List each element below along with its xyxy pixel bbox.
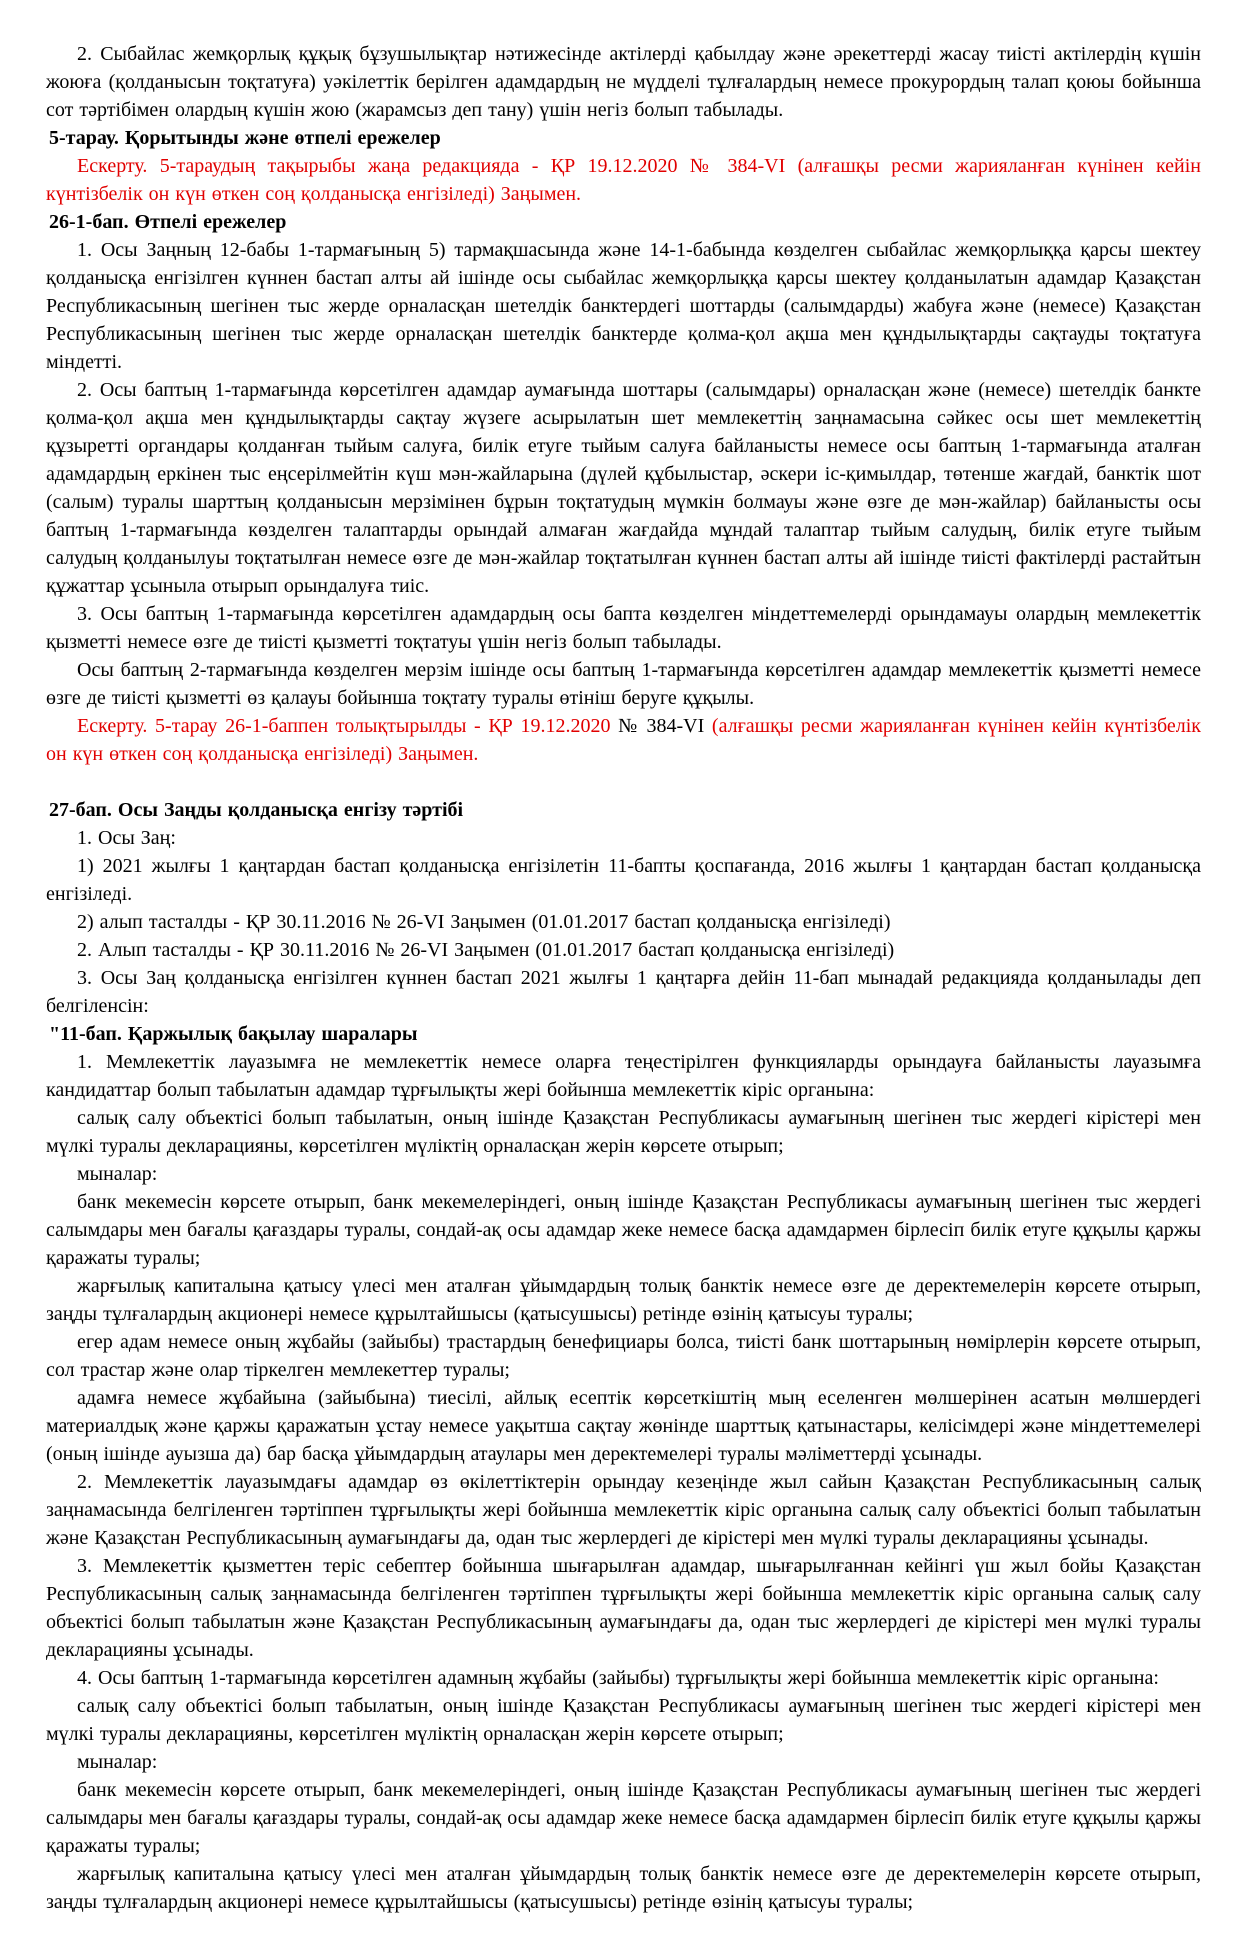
text-segment: адамға немесе жұбайына (зайыбына) тиесілі, айлық есептік көрсеткіштің мың еселенген мөлшерінен асатын мөлшердегі материалдық және қаржы қаражатын ұстау немесе уақытша сақтау жөнінде шарттық қатынастары, келісімдері және міндеттемелері (оның ішінде ауызша да) бар басқа ұйымдардың атаулары мен деректемелері туралы мәліметтерді ұсынады. xyxy=(46,1387,1201,1465)
section-heading xyxy=(46,208,1201,236)
text-segment: 1) 2021 жылғы 1 қаңтардан бастап қолданысқа енгізілетін 11-бапты қоспағанда, 2016 жылғы 1 қаңтардан бастап қолданысқа енгізіледі. xyxy=(46,855,1201,905)
section-heading xyxy=(46,796,1201,824)
paragraph xyxy=(46,852,1201,908)
text-segment: 2. Алып тасталды - ҚР 30.11.2016 № 26-VI Заңымен (01.01.2017 бастап қолданысқа енгізіледі) xyxy=(77,939,895,961)
paragraph xyxy=(46,40,1201,124)
text-segment: 1. Мемлекеттік лауазымға не мемлекеттік немесе оларға теңестірілген функцияларды орындауға байланысты лауазымға кандидаттар болып табылатын адамдар тұрғылықты жері бойынша мемлекеттік кіріс органына: xyxy=(46,1051,1201,1101)
text-segment: 27-бап. Осы Заңды қолданысқа енгізу тәртібі xyxy=(49,799,464,821)
paragraph xyxy=(46,376,1201,600)
paragraph xyxy=(46,1160,1201,1188)
paragraph xyxy=(46,1468,1201,1552)
text-segment: 2. Сыбайлас жемқорлық құқық бұзушылықтар нәтижесінде актілерді қабылдау және әрекеттерді жасау тиісті актілердің күшін жоюға (қолданысын тоқтатуға) уәкілеттік берілген адамдардың не мүдделі тұлғалардың немесе прокурордың талап қоюы бойынша сот тәртібімен олардың күшін жою (жарамсыз деп тану) үшін негіз болып табылады. xyxy=(46,43,1201,121)
text-segment: Осы баптың 2-тармағында көзделген мерзім ішінде осы баптың 1-тармағында көрсетілген адамдар мемлекеттік қызметті немесе өзге де тиісті қызметті өз қалауы бойынша тоқтату туралы өтініш беруге құқылы. xyxy=(46,659,1201,709)
text-segment: Ескерту. 5-тараудың тақырыбы жаңа редакцияда - ҚР 19.12.2020 № 384-VI (алғашқы ресми жарияланған күнінен кейін күнтізбелік он күн өткен соң қолданысқа енгізіледі) Заңымен. xyxy=(46,155,1201,205)
paragraph xyxy=(46,1692,1201,1748)
paragraph xyxy=(46,1860,1201,1916)
section-heading xyxy=(46,1020,1201,1048)
text-segment: 2) алып тасталды - ҚР 30.11.2016 № 26-VI Заңымен (01.01.2017 бастап қолданысқа енгізіледі) xyxy=(77,911,891,933)
text-segment: егер адам немесе оның жұбайы (зайыбы) трастардың бенефициары болса, тиісті банк шоттарының нөмірлерін көрсете отырып, сол трастар және олар тіркелген мемлекеттер туралы; xyxy=(46,1331,1201,1381)
paragraph xyxy=(46,1748,1201,1776)
paragraph xyxy=(46,908,1201,936)
text-segment: Ескерту. 5-тарау 26-1-баппен толықтырылды - ҚР 19.12.2020 xyxy=(77,715,619,737)
text-segment: жарғылық капиталына қатысу үлесі мен аталған ұйымдардың толық банктік немесе өзге де деректемелерін көрсете отырып, заңды тұлғалардың акционері немесе құрылтайшысы (қатысушысы) ретінде өзінің қатысуы туралы; xyxy=(46,1275,1201,1325)
text-segment: 3. Осы Заң қолданысқа енгізілген күннен бастап 2021 жылғы 1 қаңтарға дейін 11-бап мынадай редакцияда қолданылады деп белгіленсін: xyxy=(46,967,1201,1017)
section-heading xyxy=(46,124,1201,152)
paragraph xyxy=(46,964,1201,1020)
paragraph xyxy=(46,236,1201,376)
text-segment: 3. Осы баптың 1-тармағында көрсетілген адамдардың осы бапта көзделген міндеттемелерді орындамауы олардың мемлекеттік қызметті немесе өзге де тиісті қызметті тоқтатуы үшін негіз болып табылады. xyxy=(46,603,1201,653)
text-segment: мыналар: xyxy=(77,1751,158,1773)
document-body xyxy=(46,40,1201,1916)
amendment-note xyxy=(46,152,1201,208)
paragraph xyxy=(46,1272,1201,1328)
amendment-note xyxy=(46,712,1201,768)
text-segment: салық салу объектісі болып табылатын, оның ішінде Қазақстан Республикасы аумағының шегінен тыс жердегі кірістері мен мүлкі туралы декларацияны, көрсетілген мүліктің орналасқан жерін көрсете отырып; xyxy=(46,1107,1201,1157)
paragraph xyxy=(46,1048,1201,1104)
text-segment: мыналар: xyxy=(77,1163,158,1185)
paragraph xyxy=(46,1188,1201,1272)
paragraph xyxy=(46,824,1201,852)
text-segment: салық салу объектісі болып табылатын, оның ішінде Қазақстан Республикасы аумағының шегінен тыс жердегі кірістері мен мүлкі туралы декларацияны, көрсетілген мүліктің орналасқан жерін көрсете отырып; xyxy=(46,1695,1201,1745)
text-segment: 1. Осы Заң: xyxy=(77,827,176,849)
text-segment: банк мекемесін көрсете отырып, банк мекемелеріндегі, оның ішінде Қазақстан Республикасы аумағының шегінен тыс жердегі салымдары мен бағалы қағаздары туралы, сондай-ақ осы адамдар жеке немесе басқа адамдармен бірлесіп билік етуге құқылы қаржы қаражаты туралы; xyxy=(46,1191,1201,1269)
text-segment: 26-1-бап. Өтпелі ережелер xyxy=(49,211,287,233)
text-segment: 5-тарау. Қорытынды және өтпелі ережелер xyxy=(49,127,441,149)
text-segment: 2. Осы баптың 1-тармағында көрсетілген адамдар аумағында шоттары (салымдары) орналасқан және (немесе) шетелдік банкте қолма-қол ақша мен құндылықтарды сақтау жүзеге асырылатын шет мемлекеттің заңнамасына сәйкес осы шет мемлекеттің құзыретті органдары қолданған тыйым салуға, билік етуге тыйым салуға байланысты немесе осы баптың 1-тармағында аталған адамдардың еркінен тыс еңсерілмейтін күш мән-жайларына (дүлей құбылыстар, әскери іс-қимылдар, төтенше жағдай, банктік шот (салым) туралы шарттың қолданысын мерзімінен бұрын тоқтатудың мүмкін болмауы және өзге де мән-жайлар) байланысты осы баптың 1-тармағында көзделген талаптарды орындай алмаған жағдайда мұндай талаптар тыйым салудың, билік етуге тыйым салудың қолданылуы тоқтатылған немесе өзге де мән-жайлар тоқтатылған күннен бастап алты ай ішінде тиісті фактілерді растайтын құжаттар ұсыныла отырып орындалуға тиіс. xyxy=(46,379,1201,597)
paragraph xyxy=(46,936,1201,964)
paragraph xyxy=(46,656,1201,712)
text-segment: № 384-VI xyxy=(618,715,705,737)
text-segment: жарғылық капиталына қатысу үлесі мен аталған ұйымдардың толық банктік немесе өзге де деректемелерін көрсете отырып, заңды тұлғалардың акционері немесе құрылтайшысы (қатысушысы) ретінде өзінің қатысуы туралы; xyxy=(46,1863,1201,1913)
paragraph xyxy=(46,1776,1201,1860)
text-segment: (алғашқы ресми жарияланған күнінен кейін күнтізбелік он күн өткен соң қолданысқа енгізіледі) Заңымен. xyxy=(46,715,1202,765)
text-segment: 1. Осы Заңның 12-бабы 1-тармағының 5) тармақшасында және 14-1-бабында көзделген сыбайлас жемқорлыққа қарсы шектеу қолданысқа енгізілген күннен бастап алты ай ішінде осы сыбайлас жемқорлыққа қарсы шектеу қолданылатын адамдар Қазақстан Республикасының шегінен тыс жерде орналасқан шетелдік банктердегі шоттарды (салымдарды) жабуға және (немесе) Қазақстан Республикасының шегінен тыс жерде орналасқан шетелдік банктерде қолма-қол ақша мен құндылықтарды сақтауды тоқтатуға міндетті. xyxy=(46,239,1201,373)
paragraph xyxy=(46,1104,1201,1160)
paragraph xyxy=(46,1552,1201,1664)
paragraph xyxy=(46,1328,1201,1384)
text-segment: банк мекемесін көрсете отырып, банк мекемелеріндегі, оның ішінде Қазақстан Республикасы аумағының шегінен тыс жердегі салымдары мен бағалы қағаздары туралы, сондай-ақ осы адамдар жеке немесе басқа адамдармен бірлесіп билік етуге құқылы қаржы қаражаты туралы; xyxy=(46,1779,1201,1857)
text-segment: "11-бап. Қаржылық бақылау шаралары xyxy=(49,1023,418,1045)
paragraph xyxy=(46,1664,1201,1692)
text-segment: 2. Мемлекеттік лауазымдағы адамдар өз өкілеттіктерін орындау кезеңінде жыл сайын Қазақстан Республикасының салық заңнамасында белгіленген тәртіппен тұрғылықты жері бойынша мемлекеттік кіріс органына салық салу объектісі болып табылатын және Қазақстан Республикасының аумағындағы да, одан тыс жерлердегі де кірістері мен мүлкі туралы декларацияны ұсынады. xyxy=(46,1471,1201,1549)
text-segment: 4. Осы баптың 1-тармағында көрсетілген адамның жұбайы (зайыбы) тұрғылықты жері бойынша мемлекеттік кіріс органына: xyxy=(77,1667,1159,1689)
text-segment: 3. Мемлекеттік қызметтен теріс себептер бойынша шығарылған адамдар, шығарылғаннан кейінгі үш жыл бойы Қазақстан Республикасының салық заңнамасында белгіленген тәртіппен тұрғылықты жері бойынша мемлекеттік кіріс органына салық салу объектісі болып табылатын және Қазақстан Республикасының аумағындағы да, одан тыс жерлердегі де кірістері мен мүлкі туралы декларацияны ұсынады. xyxy=(46,1555,1201,1661)
paragraph xyxy=(46,1384,1201,1468)
paragraph xyxy=(46,600,1201,656)
